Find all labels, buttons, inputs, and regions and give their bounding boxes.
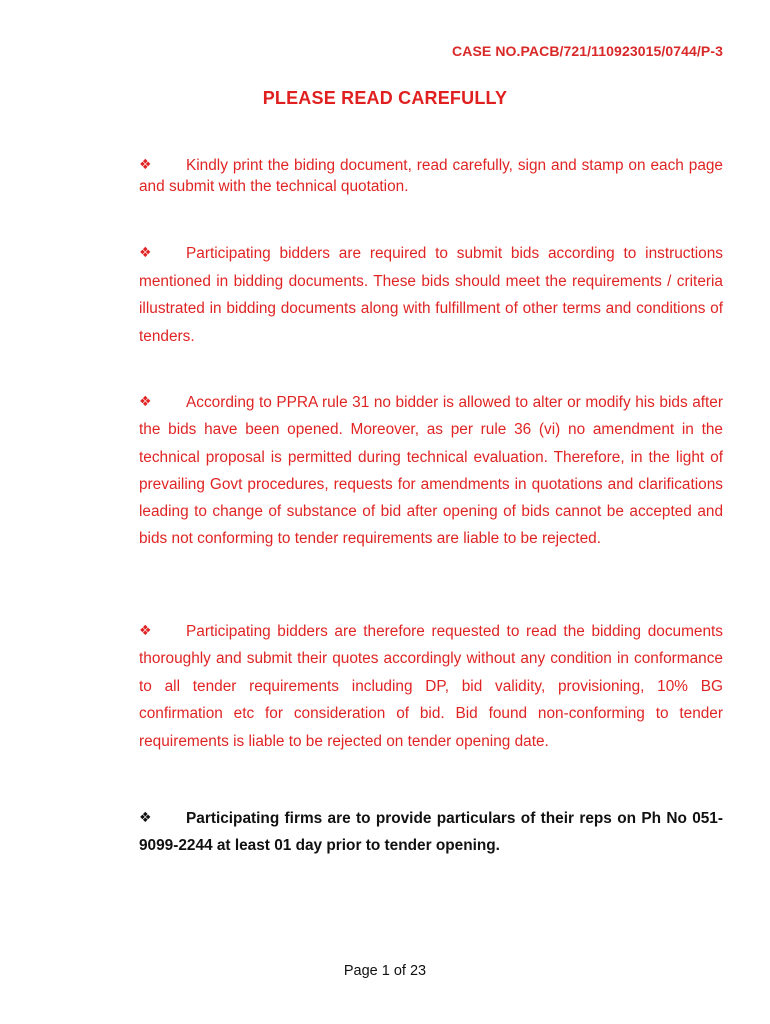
diamond-bullet-icon: ❖ xyxy=(139,622,152,638)
paragraph-text: Participating bidders are therefore requested to read the bidding documents thoroughly and submit their quotes accordingly without any condition in conformance to all tender requirements including DP, bid validity, provisioning, 10% BG confirmation etc for consideration of bid. Bid found non-conforming to tender requirements is liable to be rejected on tender opening date. xyxy=(139,623,723,750)
instruction-paragraph-print-sign xyxy=(139,155,723,197)
instruction-paragraph-ppra-rules xyxy=(139,389,723,553)
paragraph-text: Kindly print the biding document, read carefully, sign and stamp on each page and submit with the technical quotation. xyxy=(139,157,723,195)
paragraph-text: Participating bidders are required to submit bids according to instructions mentioned in bidding documents. These bids should meet the requirements / criteria illustrated in bidding documents along with fulfillment of other terms and conditions of tenders. xyxy=(139,245,723,345)
diamond-bullet-icon: ❖ xyxy=(139,809,152,825)
instruction-paragraph-read-thoroughly xyxy=(139,618,723,755)
diamond-bullet-icon: ❖ xyxy=(139,244,152,260)
diamond-bullet-icon: ❖ xyxy=(139,156,152,172)
diamond-bullet-icon: ❖ xyxy=(139,393,152,409)
paragraph-text: According to PPRA rule 31 no bidder is allowed to alter or modify his bids after the bids have been opened. Moreover, as per rule 36 (vi) no amendment in the technical proposal is permitted during technical evaluation. Therefore, in the light of prevailing Govt procedures, requests for amendments in quotations and clarifications leading to change of substance of bid after opening of bids cannot be accepted and bids not conforming to tender requirements are liable to be rejected. xyxy=(139,394,723,548)
page-number: Page 1 of 23 xyxy=(343,963,427,979)
case-number: CASE NO.PACB/721/110923015/0744/P-3 xyxy=(452,43,723,59)
paragraph-text: Participating firms are to provide particulars of their reps on Ph No 051-9099-2244 at least 01 day prior to tender opening. xyxy=(139,810,723,854)
page-title: PLEASE READ CAREFULLY xyxy=(262,88,508,108)
instruction-paragraph-rep-contact xyxy=(139,805,723,859)
instruction-paragraph-submit-bids xyxy=(139,240,723,350)
